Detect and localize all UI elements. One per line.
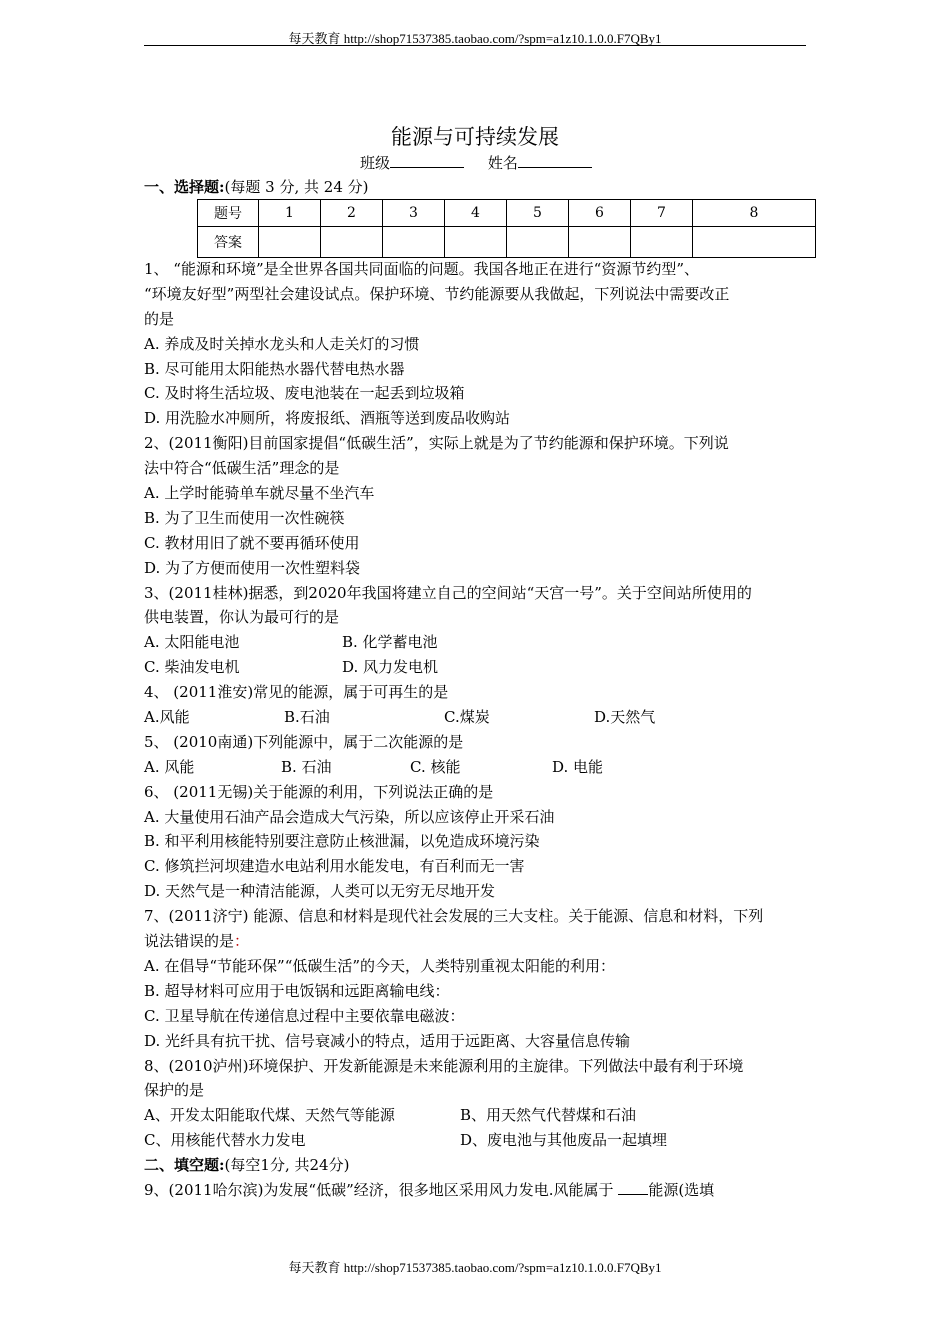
qnum-cell: 6 — [569, 200, 631, 227]
question-3-option-b: B. 化学蓄电池 — [342, 633, 438, 652]
section-fill-heading — [144, 1153, 812, 1178]
question-6-option-d: D. 天然气是一种清洁能源，人类可以无穷无尽地开发 — [144, 882, 496, 901]
question-1-stem: “环境友好型”两型社会建设试点。保护环境、节约能源要从我做起，下列说法中需要改正 — [144, 284, 730, 303]
question-5-option-a: A. 风能 — [144, 757, 195, 776]
qnum-cell: 7 — [631, 200, 693, 227]
question-3-stem: 3、(2011桂林)据悉，到2020年我国将建立自己的空间站“天宫一号”。关于空间站所使用的 — [144, 583, 752, 602]
question-1-stem: 1、 “能源和环境”是全世界各国共同面临的问题。我国各地正在进行“资源节约型”、 — [144, 260, 699, 278]
question-8-options-cd — [144, 1128, 812, 1153]
question-2-stem: 2、(2011衡阳)目前国家提倡“低碳生活”，实际上就是为了节约能源和保护环境。下列说 — [144, 434, 729, 453]
question-1-option-b: B. 尽可能用太阳能热水器代替电热水器 — [144, 359, 405, 378]
question-4-options — [144, 705, 812, 730]
question-1-option-d: D. 用洗脸水冲厕所，将废报纸、酒瓶等送到废品收购站 — [144, 409, 511, 428]
question-3-option-c: C. 柴油发电机 — [144, 658, 240, 677]
question-7-option-d: D. 光纤具有抗干扰、信号衰减小的特点，适用于远距离、大容量信息传输 — [144, 1031, 631, 1050]
qnum-cell: 3 — [383, 200, 445, 227]
answer-table — [197, 199, 816, 258]
question-list — [144, 257, 812, 1203]
qnum-cell: 4 — [445, 200, 507, 227]
header-rule — [144, 45, 806, 46]
page-title: 能源与可持续发展 — [391, 125, 559, 149]
name-blank — [518, 153, 592, 168]
answer-table-row-numbers — [198, 200, 816, 227]
question-4-option-d: D.天然气 — [594, 708, 656, 727]
question-3-option-a: A. 太阳能电池 — [144, 633, 240, 652]
question-8-option-a: A、开发太阳能取代煤、天然气等能源 — [144, 1106, 395, 1125]
question-3-stem: 供电装置，你认为最可行的是 — [144, 608, 340, 627]
question-4-option-a: A.风能 — [144, 708, 190, 727]
name-label: 姓名 — [487, 154, 518, 172]
row-label-number: 题号 — [198, 200, 259, 227]
question-9-text: 9、(2011哈尔滨)为发展“低碳”经济，很多地区采用风力发电.风能属于 — [144, 1180, 619, 1199]
question-4-option-c: C.煤炭 — [444, 708, 490, 727]
section-choice-title: 一、选择题: — [144, 178, 225, 196]
question-9-blank[interactable] — [618, 1178, 648, 1195]
question-8-option-b: B、用天然气代替煤和石油 — [460, 1106, 637, 1125]
class-blank — [390, 153, 464, 168]
question-4-option-b: B.石油 — [284, 708, 330, 727]
question-5-stem: 5、 (2010南通)下列能源中，属于二次能源的是 — [144, 732, 464, 751]
page-header: 每天教育 http://shop71537385.taobao.com/?spm=a1z10.1.0.0.F7QBy1 — [288, 31, 662, 46]
question-9-text-end: 能源(选填 — [648, 1180, 715, 1199]
section-fill-note: (每空1分, 共24分) — [224, 1156, 350, 1175]
question-6-option-a: A. 大量使用石油产品会造成大气污染，所以应该停止开采石油 — [144, 807, 555, 826]
answer-cell[interactable] — [321, 227, 383, 258]
question-7-option-b: B. 超导材料可应用于电饭锅和远距离输电线： — [144, 981, 450, 1000]
question-6-stem: 6、 (2011无锡)关于能源的利用，下列说法正确的是 — [144, 782, 494, 801]
question-7-mark: ： — [234, 932, 250, 951]
question-3-options-ab — [144, 630, 812, 655]
question-8-options-ab — [144, 1103, 812, 1128]
question-4-stem: 4、 (2011淮安)常见的能源，属于可再生的是 — [144, 683, 449, 702]
answer-cell[interactable] — [259, 227, 321, 258]
page-footer: 每天教育 http://shop71537385.taobao.com/?spm=a1z10.1.0.0.F7QBy1 — [288, 1260, 662, 1275]
question-5-option-b: B. 石油 — [281, 757, 332, 776]
question-9-stem — [144, 1178, 812, 1203]
question-3-option-d: D. 风力发电机 — [342, 658, 439, 677]
qnum-cell: 2 — [321, 200, 383, 227]
answer-table-row-answers — [198, 227, 816, 258]
question-2-stem: 法中符合“低碳生活”理念的是 — [144, 459, 340, 478]
answer-cell[interactable] — [693, 227, 816, 258]
question-1-option-c: C. 及时将生活垃圾、废电池装在一起丢到垃圾箱 — [144, 384, 465, 403]
question-5-option-d: D. 电能 — [552, 757, 604, 776]
answer-cell[interactable] — [383, 227, 445, 258]
section-fill-title: 二、填空题: — [144, 1156, 225, 1175]
class-label: 班级 — [360, 154, 391, 172]
answer-cell[interactable] — [445, 227, 507, 258]
question-2-option-b: B. 为了卫生而使用一次性碗筷 — [144, 508, 345, 527]
question-7-stem-text: 说法错误的是 — [144, 932, 235, 951]
qnum-cell: 8 — [693, 200, 816, 227]
question-1-stem: 的是 — [144, 309, 175, 328]
question-2-option-a: A. 上学时能骑单车就尽量不坐汽车 — [144, 484, 375, 503]
question-5-options — [144, 755, 812, 780]
qnum-cell: 1 — [259, 200, 321, 227]
question-3-options-cd — [144, 655, 812, 680]
question-7-option-a: A. 在倡导“节能环保”“低碳生活”的今天，人类特别重视太阳能的利用： — [144, 956, 616, 975]
qnum-cell: 5 — [507, 200, 569, 227]
section-choice-note: (每题 3 分, 共 24 分) — [224, 178, 369, 196]
question-7-stem-2 — [144, 929, 812, 954]
question-1-option-a: A. 养成及时关掉水龙头和人走关灯的习惯 — [144, 334, 420, 353]
question-6-option-b: B. 和平利用核能特别要注意防止核泄漏，以免造成环境污染 — [144, 832, 540, 851]
question-8-stem: 8、(2010泸州)环境保护、开发新能源是未来能源利用的主旋律。下列做法中最有利于环境 — [144, 1056, 744, 1075]
section-choice-heading — [144, 176, 369, 197]
question-7-option-c: C. 卫星导航在传递信息过程中主要依靠电磁波： — [144, 1006, 465, 1025]
question-2-option-d: D. 为了方便而使用一次性塑料袋 — [144, 558, 361, 577]
question-7-stem: 7、(2011济宁) 能源、信息和材料是现代社会发展的三大支柱。关于能源、信息和材料，下列 — [144, 907, 764, 926]
question-5-option-c: C. 核能 — [410, 757, 461, 776]
class-name-line — [360, 152, 592, 173]
question-2-option-c: C. 教材用旧了就不要再循环使用 — [144, 533, 360, 552]
answer-cell[interactable] — [507, 227, 569, 258]
answer-cell[interactable] — [569, 227, 631, 258]
question-8-stem: 保护的是 — [144, 1081, 205, 1100]
answer-cell[interactable] — [631, 227, 693, 258]
question-6-option-c: C. 修筑拦河坝建造水电站利用水能发电，有百利而无一害 — [144, 857, 525, 876]
question-8-option-c: C、用核能代替水力发电 — [144, 1131, 306, 1150]
row-label-answer: 答案 — [198, 227, 259, 258]
question-8-option-d: D、废电池与其他废品一起填埋 — [460, 1131, 668, 1150]
